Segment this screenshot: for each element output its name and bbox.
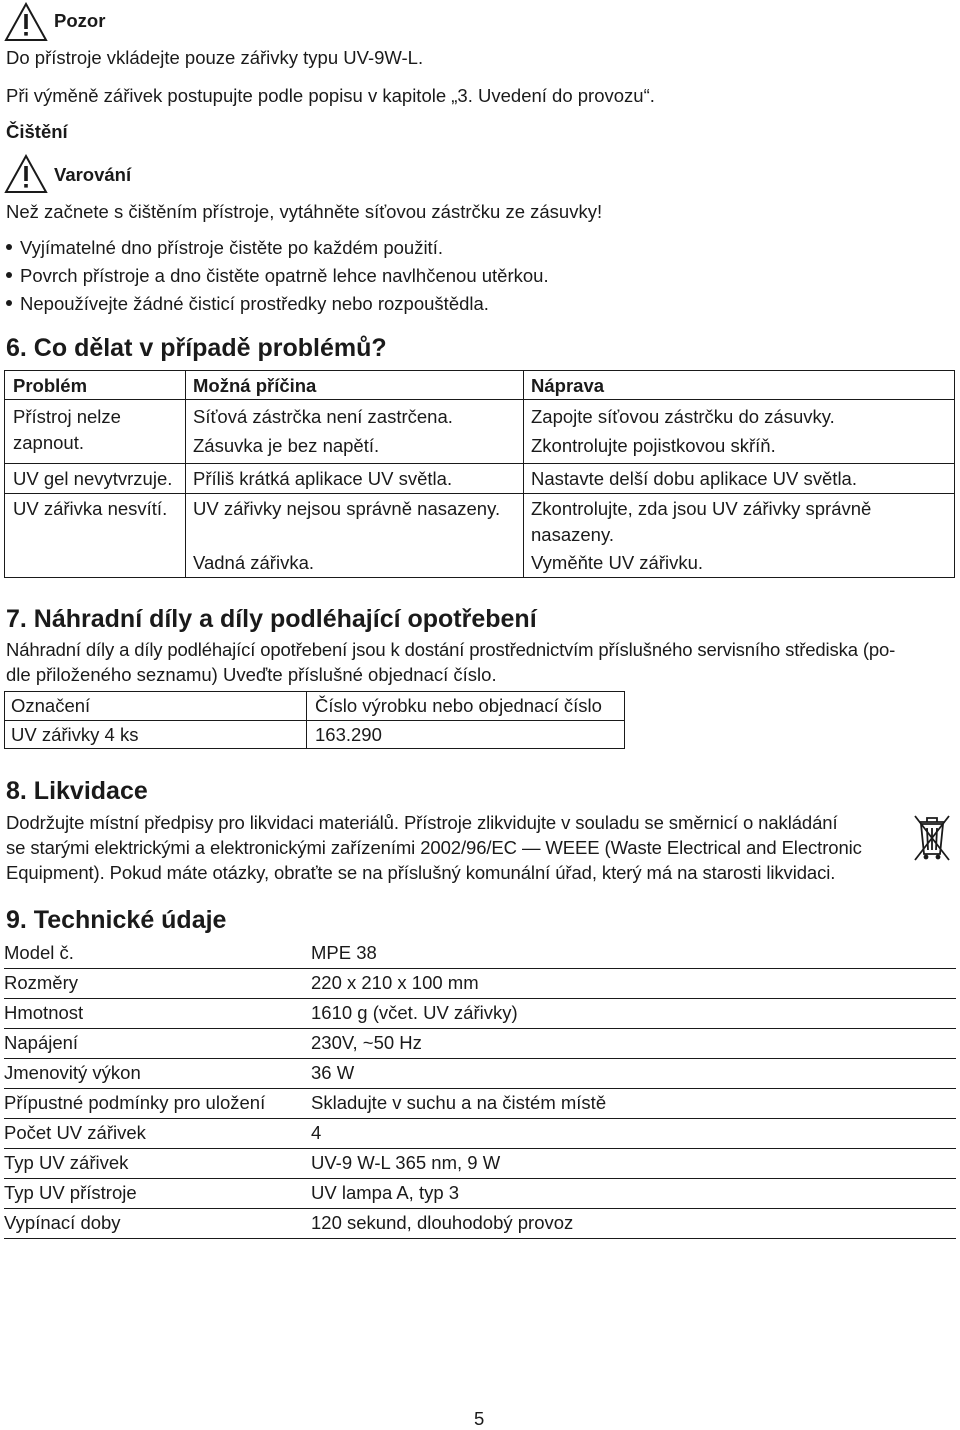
- table-cell: Zapojte síťovou zástrčku do zásuvky.: [531, 406, 835, 427]
- bullet-icon: [6, 300, 12, 306]
- table-cell: UV zářivky nejsou správně nasazeny.: [193, 498, 501, 519]
- section-8-line-1: Dodržujte místní předpisy pro likvidaci materiálů. Přístroje zlikvidujte v souladu se směrnicí o nakládání: [6, 812, 838, 833]
- spec-value: MPE 38: [311, 942, 377, 963]
- table-row: [4, 1208, 956, 1239]
- table-row: [4, 938, 956, 969]
- weee-crossed-bin-icon: [912, 810, 952, 866]
- spec-value: 230V, ~50 Hz: [311, 1032, 422, 1053]
- section-9-title: 9. Technické údaje: [6, 906, 227, 934]
- cleaning-heading: Čištění: [6, 121, 68, 142]
- spec-label: Model č.: [4, 942, 74, 963]
- spec-value: 120 sekund, dlouhodobý provoz: [311, 1212, 574, 1233]
- section-6-title: 6. Co dělat v případě problémů?: [6, 334, 387, 362]
- spec-value: Skladujte v suchu a na čistém místě: [311, 1092, 607, 1113]
- spec-label: Počet UV zářivek: [4, 1122, 146, 1143]
- table-divider: [185, 371, 186, 577]
- spec-label: Jmenovitý výkon: [4, 1062, 141, 1083]
- table-divider: [5, 399, 954, 400]
- spare-parts-table: [4, 691, 625, 749]
- table-cell: Přístroj nelze: [13, 406, 121, 427]
- header-cause: Možná příčina: [193, 375, 317, 396]
- header-problem: Problém: [13, 375, 88, 396]
- table-cell: Vadná zářivka.: [193, 552, 314, 573]
- warning-triangle-icon: [4, 154, 48, 194]
- caution-label: Pozor: [54, 10, 106, 31]
- table-cell: Síťová zástrčka není zastrčena.: [193, 406, 453, 427]
- section-7-text-line-1: Náhradní díly a díly podléhající opotřebení jsou k dostání prostřednictvím příslušného servisního střediska (po-: [6, 639, 896, 660]
- list-item: Vyjímatelné dno přístroje čistěte po každém použití.: [6, 234, 549, 262]
- spec-value: 1610 g (včet. UV zářivky): [311, 1002, 518, 1023]
- table-row: [4, 1028, 956, 1059]
- spec-value: 36 W: [311, 1062, 355, 1083]
- spec-label: Hmotnost: [4, 1002, 84, 1023]
- spec-label: Rozměry: [4, 972, 79, 993]
- header-order-number: Číslo výrobku nebo objednací číslo: [315, 695, 602, 716]
- table-cell: 163.290: [315, 724, 382, 745]
- header-designation: Označení: [11, 695, 91, 716]
- warning-text: Než začnete s čištěním přístroje, vytáhněte síťovou zástrčku ze zásuvky!: [6, 201, 603, 222]
- table-divider: [5, 463, 954, 464]
- table-divider: [5, 493, 954, 494]
- table-row: [4, 1058, 956, 1089]
- table-cell: Nastavte delší dobu aplikace UV světla.: [531, 468, 857, 489]
- bullet-icon: [6, 272, 12, 278]
- section-8-line-3: Equipment). Pokud máte otázky, obraťte se na příslušný komunální úřad, který má na starosti likvidaci.: [6, 862, 836, 883]
- table-row: [4, 1118, 956, 1149]
- spec-label: Typ UV přístroje: [4, 1182, 137, 1203]
- table-divider: [523, 371, 524, 577]
- spec-label: Vypínací doby: [4, 1212, 121, 1233]
- table-cell: Příliš krátká aplikace UV světla.: [193, 468, 453, 489]
- section-8-title: 8. Likvidace: [6, 777, 148, 805]
- table-cell: UV zářivka nesvítí.: [13, 498, 168, 519]
- table-cell: Zkontrolujte, zda jsou UV zářivky správně: [531, 498, 872, 519]
- bullet-icon: [6, 244, 12, 250]
- list-item: Povrch přístroje a dno čistěte opatrně lehce navlhčenou utěrkou.: [6, 262, 549, 290]
- section-8-line-2: se starými elektrickými a elektronickými zařízeními 2002/96/EC — WEEE (Waste Electrical and Electronic: [6, 837, 862, 858]
- caution-line-1: Do přístroje vkládejte pouze zářivky typu UV-9W-L.: [6, 47, 424, 68]
- cleaning-bullet-list: [6, 234, 549, 318]
- spec-value: UV lampa A, typ 3: [311, 1182, 460, 1203]
- spec-label: Typ UV zářivek: [4, 1152, 129, 1173]
- table-row: [4, 998, 956, 1029]
- spec-label: Přípustné podmínky pro uložení: [4, 1092, 266, 1113]
- troubleshooting-table: [4, 370, 955, 578]
- spec-label: Napájení: [4, 1032, 79, 1053]
- spec-value: UV-9 W-L 365 nm, 9 W: [311, 1152, 501, 1173]
- caution-line-2: Při výměně zářivek postupujte podle popisu v kapitole „3. Uvedení do provozu“.: [6, 85, 655, 106]
- spec-value: 220 x 210 x 100 mm: [311, 972, 479, 993]
- table-divider: [306, 692, 307, 748]
- table-cell: UV gel nevytvrzuje.: [13, 468, 173, 489]
- spec-value: 4: [311, 1122, 322, 1143]
- header-remedy: Náprava: [531, 375, 605, 396]
- warning-triangle-icon: [4, 2, 48, 42]
- warning-label: Varování: [54, 164, 132, 185]
- table-row: [4, 1148, 956, 1179]
- table-cell: Vyměňte UV zářivku.: [531, 552, 704, 573]
- table-cell: nasazeny.: [531, 524, 614, 545]
- table-row: [4, 1178, 956, 1209]
- table-row: [4, 1088, 956, 1119]
- table-cell: zapnout.: [13, 432, 84, 453]
- table-cell: Zkontrolujte pojistkovou skříň.: [531, 435, 776, 456]
- section-7-text-line-2: dle přiloženého seznamu) Uveďte příslušné objednací číslo.: [6, 664, 497, 685]
- table-cell: Zásuvka je bez napětí.: [193, 435, 380, 456]
- section-7-title: 7. Náhradní díly a díly podléhající opotřebení: [6, 605, 537, 633]
- page-number: 5: [474, 1408, 485, 1429]
- list-item: Nepoužívejte žádné čisticí prostředky nebo rozpouštědla.: [6, 290, 549, 318]
- table-divider: [5, 720, 624, 721]
- table-cell: UV zářivky 4 ks: [11, 724, 139, 745]
- table-row: [4, 968, 956, 999]
